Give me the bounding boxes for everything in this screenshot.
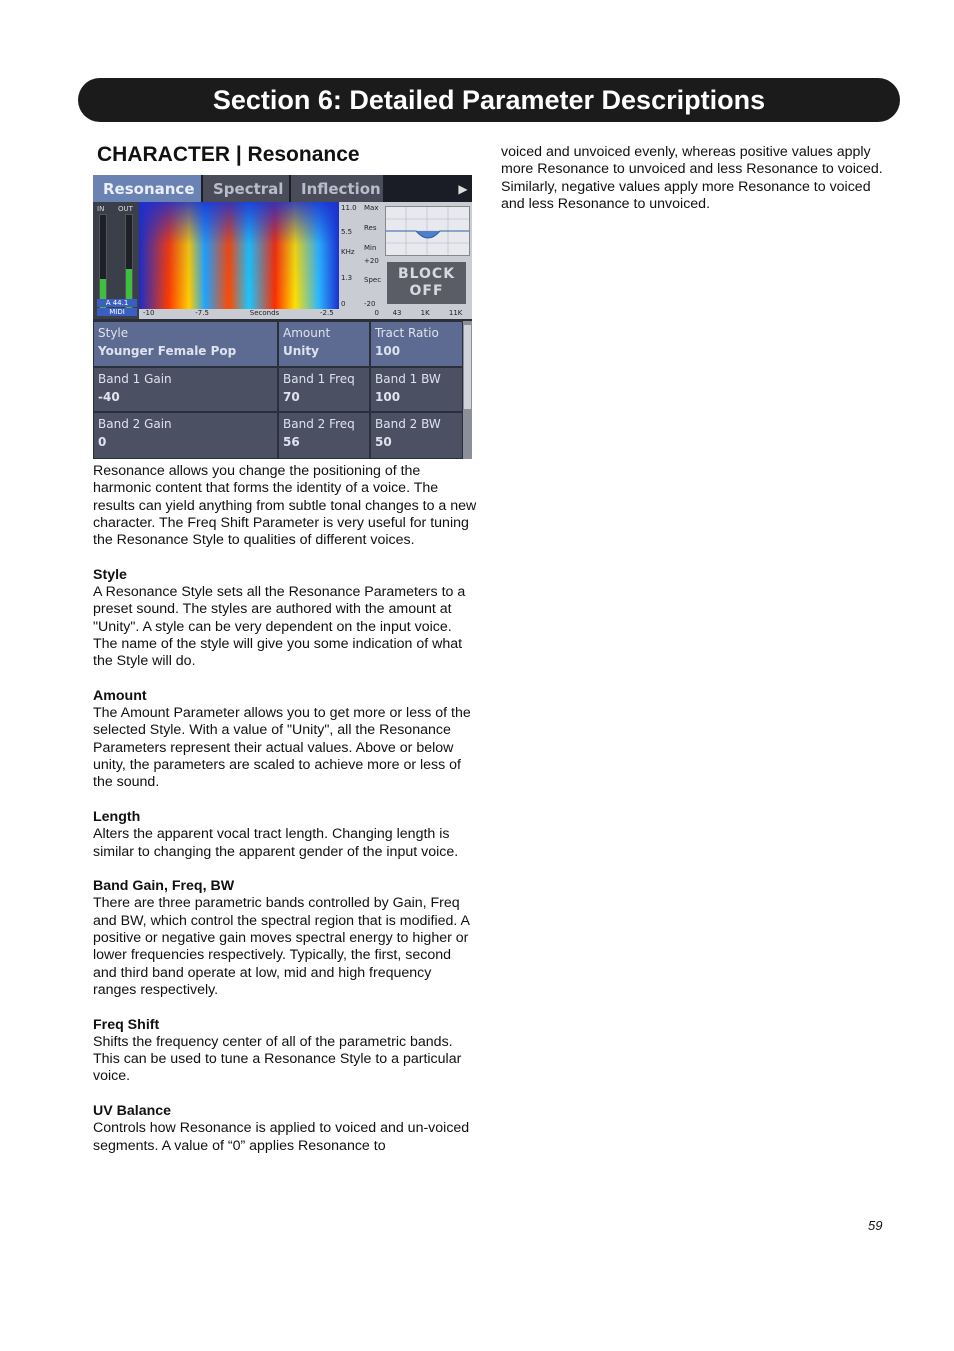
freq-tick: 0	[341, 300, 346, 308]
level-meters	[93, 202, 139, 319]
param-label: Amount	[283, 326, 331, 340]
param-label: Band 2 Gain	[98, 417, 172, 431]
param-label: Band 1 Gain	[98, 372, 172, 386]
banner-title: Section 6: Detailed Parameter Descriptions	[212, 84, 766, 115]
param-value: -40	[98, 390, 120, 404]
param-band1-bw[interactable]	[370, 367, 463, 412]
tab-spectral[interactable]: Spectral	[203, 175, 291, 202]
freq-tick: 1.3	[341, 274, 353, 282]
off-label: OFF	[409, 283, 444, 299]
param-value: 0	[98, 435, 107, 449]
left-text-column	[93, 463, 478, 1172]
param-band2-freq[interactable]	[278, 412, 370, 459]
param-band2-gain[interactable]	[93, 412, 278, 459]
frequency-axis	[339, 202, 383, 309]
status-box	[97, 299, 137, 317]
section-banner	[78, 78, 900, 122]
param-label: Band 1 Freq	[283, 372, 355, 386]
heading-freq-shift: Freq Shift	[93, 1016, 160, 1033]
param-label: Style	[98, 326, 129, 340]
heading-style: Style	[93, 566, 127, 583]
page-number: 59	[868, 1218, 883, 1233]
intro-paragraph: Resonance allows you change the positioning of the harmonic content that forms the identity of a voice. The results can yield anything from subtle tonal changes to a new character. The Freq Shift Parameter is very useful for tuning the Resonance Style to qualities of different voices.	[93, 463, 477, 549]
section-title: CHARACTER | Resonance	[97, 143, 360, 166]
param-scrollbar[interactable]	[463, 321, 472, 459]
param-style[interactable]	[93, 321, 278, 367]
param-label: Band 2 Freq	[283, 417, 355, 431]
heading-amount: Amount	[93, 687, 147, 704]
eq-tick: 1K	[420, 309, 430, 317]
spec-label: Spec	[364, 276, 382, 284]
param-label: Tract Ratio	[375, 326, 439, 340]
parameter-grid	[93, 321, 463, 459]
freq-tick: 5.5	[341, 228, 353, 236]
body-style: A Resonance Style sets all the Resonance Parameters to a preset sound. The styles are authored with the amount at "Unity". A style can be very dependent on the input voice. The name of the style will give you some indication of what the Style will do.	[93, 584, 466, 670]
tab-inflection[interactable]: Inflection	[291, 175, 385, 202]
body-amount: The Amount Parameter allows you to get more or less of the selected Style. With a value of "Unity", all the Resonance Parameters represent their actual values. Above or below unity, the parameters are scaled to achieve more or less of the sound.	[93, 705, 471, 791]
spec-tick: -20	[364, 300, 376, 308]
body-freq-shift: Shifts the frequency center of all of the parametric bands. This can be used to tune a Resonance Style to a particular voice.	[93, 1033, 462, 1085]
spectrogram	[139, 202, 339, 309]
param-band1-freq[interactable]	[278, 367, 370, 412]
param-value: 56	[283, 435, 300, 449]
play-right-icon[interactable]: ▶	[458, 181, 468, 196]
param-label: Band 1 BW	[375, 372, 441, 386]
time-tick: -7.5	[195, 309, 209, 317]
uv-balance-continued: voiced and unvoiced evenly, whereas positive values apply more Resonance to unvoiced and less Resonance to voiced. Similarly, negative values apply more Resonance to voiced and less Resonance to unvoiced.	[501, 144, 883, 212]
block-label: BLOCK	[397, 266, 456, 282]
body-uv-balance: Controls how Resonance is applied to voiced and un-voiced segments. A value of “0” applies Resonance to	[93, 1120, 470, 1154]
param-band2-bw[interactable]	[370, 412, 463, 459]
param-value: Unity	[283, 344, 319, 358]
meter-in-label: IN	[97, 205, 105, 213]
meter-out-label: OUT	[118, 205, 133, 213]
param-tract-ratio[interactable]	[370, 321, 463, 367]
tab-bar	[93, 175, 472, 202]
param-value: 100	[375, 344, 401, 358]
param-amount[interactable]	[278, 321, 370, 367]
body-band: There are three parametric bands controlled by Gain, Freq and BW, which control the spectral region that is modified. A positive or negative gain moves spectral energy to higher or lower frequencies respectively. Typically, the first, second and third band operate at low, mid and high frequency ranges respectively.	[93, 895, 470, 998]
param-value: Younger Female Pop	[98, 344, 237, 358]
time-tick: -2.5	[320, 309, 334, 317]
eq-panel	[383, 202, 472, 319]
param-value: 70	[283, 390, 300, 404]
time-tick: 0	[374, 309, 379, 317]
res-tick: Max	[364, 204, 379, 212]
sample-rate-label: A 44.1	[97, 299, 137, 307]
eq-tick: 43	[392, 309, 402, 317]
eq-curve-display	[385, 206, 470, 256]
scrollbar-thumb[interactable]	[464, 325, 471, 409]
heading-length: Length	[93, 808, 141, 825]
res-tick: Min	[364, 244, 377, 252]
time-axis	[139, 309, 383, 319]
heading-uv-balance: UV Balance	[93, 1102, 172, 1119]
time-unit: Seconds	[249, 309, 280, 317]
eq-freq-axis	[383, 309, 472, 319]
time-tick: -10	[143, 309, 155, 317]
body-length: Alters the apparent vocal tract length. Changing length is similar to changing the apparent gender of the input voice.	[93, 826, 459, 860]
eq-tick: 11K	[448, 309, 463, 317]
param-value: 50	[375, 435, 392, 449]
heading-band: Band Gain, Freq, BW	[93, 878, 235, 895]
tab-resonance[interactable]: Resonance	[93, 175, 203, 202]
param-label: Band 2 BW	[375, 417, 441, 431]
spec-tick: +20	[364, 257, 379, 265]
freq-tick: 11.0	[341, 204, 357, 212]
resonance-screenshot	[93, 175, 472, 459]
right-text-column	[501, 144, 893, 230]
midi-label: MIDI	[97, 308, 137, 316]
param-band1-gain[interactable]	[93, 367, 278, 412]
block-off-button[interactable]	[387, 262, 466, 304]
param-value: 100	[375, 390, 401, 404]
freq-unit: KHz	[341, 248, 355, 256]
res-label: Res	[364, 224, 377, 232]
